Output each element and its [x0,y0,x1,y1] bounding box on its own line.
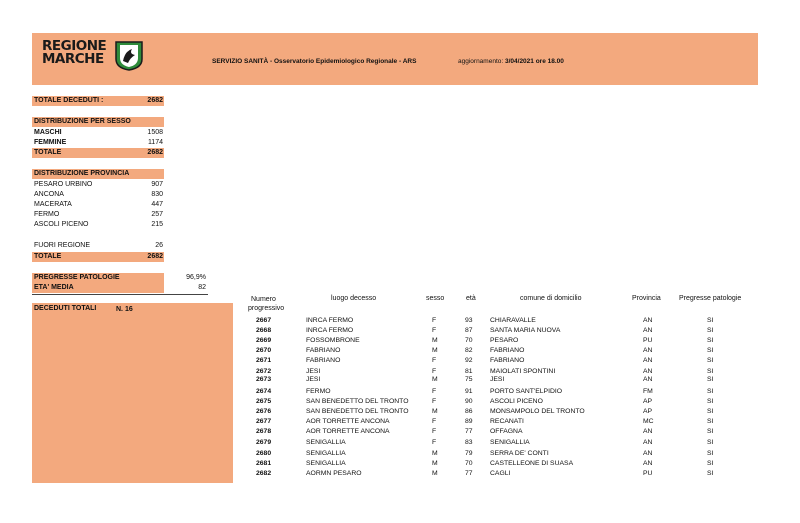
cell-sesso: F [432,439,437,446]
col-header-eta: età [466,295,476,302]
cell-patologie: SI [707,368,714,375]
table-row [0,428,800,438]
cell-luogo: INRCA FERMO [306,317,354,324]
cell-comune: CHIARAVALLE [490,317,536,324]
cell-provincia: PU [643,337,653,344]
cell-luogo: AORMN PESARO [306,470,362,477]
cell-provincia: AN [643,428,653,435]
divider [32,294,208,295]
cell-provincia: AN [643,327,653,334]
cell-comune: SENIGALLIA [490,439,530,446]
prov-title: DISTRIBUZIONE PROVINCIA [34,170,130,177]
cell-comune: MONSAMPOLO DEL TRONTO [490,408,585,415]
prov-label: PESARO URBINO [34,181,93,188]
cell-luogo: AOR TORRETTE ANCONA [306,418,390,425]
col-header-comune: comune di domicilio [520,295,582,302]
cell-provincia: AP [643,408,653,415]
outside-region-value: 26 [155,242,163,249]
cell-number: 2677 [256,418,272,425]
cell-sesso: F [432,428,437,435]
age-label: ETA' MEDIA [34,284,74,291]
deceased-totals-value: N. 16 [116,306,133,313]
cell-comune: JESI [490,376,505,383]
cell-sesso: F [432,388,437,395]
cell-comune: CASTELLEONE DI SUASA [490,460,574,467]
cell-luogo: FABRIANO [306,357,341,364]
cell-eta: 90 [465,398,473,405]
cell-eta: 79 [465,450,473,457]
cell-eta: 70 [465,337,473,344]
cell-luogo: JESI [306,368,321,375]
prov-value: 907 [151,181,163,188]
sex-male-label: MASCHI [34,129,62,136]
cell-patologie: SI [707,460,714,467]
deceased-totals-label: DECEDUTI TOTALI [34,305,97,312]
cell-sesso: M [432,347,438,354]
col-header-patologie: Pregresse patologie [679,295,742,302]
cell-comune: SERRA DE' CONTI [490,450,549,457]
col-header-sesso: sesso [426,295,445,302]
cell-eta: 77 [465,470,473,477]
cell-eta: 93 [465,317,473,324]
cell-provincia: AN [643,347,653,354]
cell-number: 2668 [256,327,272,334]
sex-total-value: 2682 [147,149,163,156]
total-deceased-value: 2682 [147,97,163,104]
cell-patologie: SI [707,388,714,395]
cell-luogo: FOSSOMBRONE [306,337,360,344]
table-row [0,376,800,386]
cell-eta: 86 [465,408,473,415]
cell-eta: 77 [465,428,473,435]
cell-sesso: F [432,327,437,334]
cell-number: 2672 [256,368,272,375]
cell-sesso: F [432,418,437,425]
update-label: aggiornamento: [458,58,504,65]
cell-luogo: SAN BENEDETTO DEL TRONTO [306,408,409,415]
cell-sesso: M [432,408,438,415]
cell-number: 2673 [256,376,272,383]
pathology-label: PREGRESSE PATOLOGIE [34,274,120,281]
cell-number: 2670 [256,347,272,354]
cell-patologie: SI [707,408,714,415]
cell-patologie: SI [707,347,714,354]
cell-number: 2680 [256,450,272,457]
cell-comune: OFFAGNA [490,428,523,435]
cell-eta: 87 [465,327,473,334]
table-row [0,327,800,337]
cell-comune: PESARO [490,337,519,344]
cell-comune: FABRIANO [490,347,525,354]
cell-comune: ASCOLI PICENO [490,398,543,405]
update-info [458,58,564,65]
cell-comune: RECANATI [490,418,524,425]
cell-patologie: SI [707,357,714,364]
col-header-provincia: Provincia [632,295,661,302]
cell-provincia: AN [643,376,653,383]
cell-comune: SANTA MARIA NUOVA [490,327,561,334]
pathology-value: 96,9% [186,274,206,281]
table-row [0,357,800,367]
cell-eta: 91 [465,388,473,395]
prov-label: FERMO [34,211,60,218]
cell-sesso: M [432,337,438,344]
col-header-number: Numero progressivo [248,296,285,312]
table-row [0,408,800,418]
service-title: SERVIZIO SANITÀ - Osservatorio Epidemiologico Regionale - ARS [212,58,417,65]
prov-value: 215 [151,221,163,228]
cell-provincia: PU [643,470,653,477]
cell-number: 2679 [256,439,272,446]
prov-total-label: TOTALE [34,253,62,260]
cell-number: 2676 [256,408,272,415]
col-header-luogo: luogo decesso [331,295,377,302]
logo-text-line1: REGIONE [42,38,107,54]
cell-eta: 89 [465,418,473,425]
cell-sesso: M [432,470,438,477]
cell-sesso: M [432,460,438,467]
cell-sesso: F [432,317,437,324]
table-row [0,450,800,460]
cell-number: 2667 [256,317,272,324]
age-value: 82 [198,284,206,291]
table-row [0,439,800,449]
table-row [0,347,800,357]
cell-sesso: F [432,398,437,405]
cell-provincia: AP [643,398,653,405]
cell-comune: MAIOLATI SPONTINI [490,368,556,375]
cell-provincia: AN [643,317,653,324]
prov-label: ANCONA [34,191,64,198]
table-row [0,470,800,480]
cell-number: 2674 [256,388,272,395]
cell-eta: 92 [465,357,473,364]
marche-emblem-icon [115,41,143,71]
outside-region-label: FUORI REGIONE [34,242,91,249]
cell-luogo: JESI [306,376,321,383]
cell-patologie: SI [707,376,714,383]
table-row [0,337,800,347]
cell-eta: 75 [465,376,473,383]
prov-label: ASCOLI PICENO [34,221,89,228]
cell-luogo: FABRIANO [306,347,341,354]
cell-luogo: INRCA FERMO [306,327,354,334]
cell-eta: 83 [465,439,473,446]
cell-number: 2682 [256,470,272,477]
cell-number: 2678 [256,428,272,435]
cell-provincia: FM [643,388,653,395]
sex-male-value: 1508 [147,129,163,136]
cell-patologie: SI [707,428,714,435]
update-value: 3/04/2021 ore 18.00 [504,58,564,65]
prov-value: 447 [151,201,163,208]
prov-value: 257 [151,211,163,218]
logo-text-line2: MARCHE [42,51,104,67]
cell-patologie: SI [707,450,714,457]
cell-eta: 82 [465,347,473,354]
cell-patologie: SI [707,418,714,425]
total-deceased-label: TOTALE DECEDUTI : [34,97,104,104]
table-row [0,388,800,398]
cell-provincia: MC [643,418,654,425]
cell-provincia: AN [643,439,653,446]
prov-total-value: 2682 [147,253,163,260]
sex-title: DISTRIBUZIONE PER SESSO [34,118,131,125]
cell-number: 2669 [256,337,272,344]
prov-value: 830 [151,191,163,198]
cell-patologie: SI [707,439,714,446]
cell-provincia: AN [643,460,653,467]
cell-patologie: SI [707,398,714,405]
cell-luogo: SAN BENEDETTO DEL TRONTO [306,398,409,405]
cell-luogo: SENIGALLIA [306,460,346,467]
cell-eta: 81 [465,368,473,375]
cell-number: 2671 [256,357,272,364]
cell-luogo: FERMO [306,388,331,395]
cell-luogo: SENIGALLIA [306,450,346,457]
cell-patologie: SI [707,317,714,324]
cell-patologie: SI [707,470,714,477]
cell-sesso: M [432,376,438,383]
cell-sesso: F [432,357,437,364]
cell-provincia: AN [643,450,653,457]
cell-patologie: SI [707,327,714,334]
regione-marche-logo [42,40,144,74]
cell-patologie: SI [707,337,714,344]
cell-eta: 70 [465,460,473,467]
cell-number: 2675 [256,398,272,405]
cell-provincia: AN [643,357,653,364]
sex-total-label: TOTALE [34,149,62,156]
sex-female-value: 1174 [147,139,163,146]
table-row [0,317,800,327]
cell-sesso: F [432,368,437,375]
cell-comune: PORTO SANT'ELPIDIO [490,388,563,395]
cell-comune: CAGLI [490,470,511,477]
cell-luogo: SENIGALLIA [306,439,346,446]
cell-comune: FABRIANO [490,357,525,364]
table-row [0,418,800,428]
table-row [0,398,800,408]
table-row [0,460,800,470]
sex-female-label: FEMMINE [34,139,67,146]
cell-sesso: M [432,450,438,457]
cell-provincia: AN [643,368,653,375]
cell-number: 2681 [256,460,272,467]
cell-luogo: AOR TORRETTE ANCONA [306,428,390,435]
prov-label: MACERATA [34,201,72,208]
